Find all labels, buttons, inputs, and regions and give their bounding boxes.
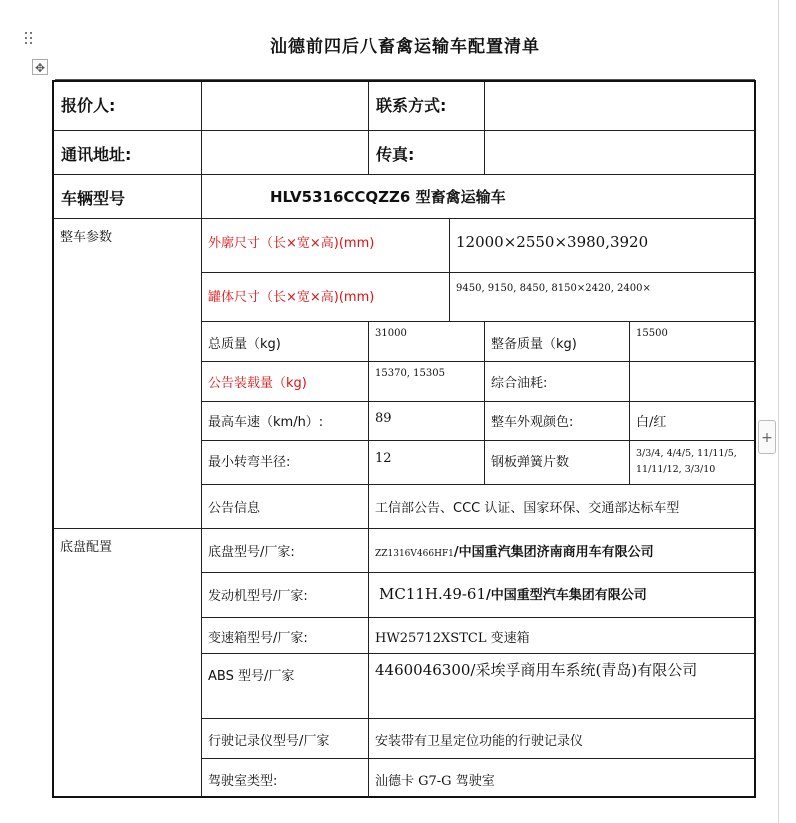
curb-mass-label: 整备质量（kg) [485,322,630,362]
gearbox-label: 变速箱型号/厂家: [202,618,369,654]
tank-dim-label: 罐体尺寸（长×宽×高)(mm) [202,273,450,322]
engine-maker: /中国重型汽车集团有限公司 [486,588,647,603]
document-title: 汕德前四后八畜禽运输车配置清单 [270,37,540,57]
notice-value: 工信部公告、CCC 认证、国家环保、交通部达标车型 [369,485,754,529]
payload-label: 公告装载量（kg) [202,362,369,402]
address-value[interactable] [202,131,369,175]
chassis-section-label: 底盘配置 [54,529,202,798]
fuel-value [630,362,754,402]
model-value: HLV5316CCQZZ6 型畜禽运输车 [202,175,754,219]
gearbox-value: HW25712XSTCL 变速箱 [369,618,754,654]
table-move-icon[interactable]: ✥ [32,59,48,75]
abs-value: 4460046300/采埃孚商用车系统(青岛)有限公司 [369,654,754,719]
fax-value[interactable] [485,131,754,175]
fuel-label: 综合油耗: [485,362,630,402]
curb-mass-value: 15500 [630,322,754,362]
color-label: 整车外观颜色: [485,402,630,441]
quoter-value[interactable] [202,82,369,131]
spring-value: 3/3/4, 4/4/5, 11/11/5, 11/11/12, 3/3/10 [630,441,754,485]
contact-label: 联系方式: [369,82,485,131]
page-edge [778,0,779,823]
engine-label: 发动机型号/厂家: [202,573,369,618]
outer-dim-value: 12000×2550×3980,3920 [450,219,754,273]
total-mass-label: 总质量（kg) [202,322,369,362]
cab-value: 汕德卡 G7-G 驾驶室 [375,774,495,789]
chassis-maker: /中国重汽集团济南商用车有限公司 [453,545,654,560]
speed-value: 89 [369,402,485,441]
chassis-model-label: 底盘型号/厂家: [202,529,369,573]
contact-value[interactable] [485,82,754,131]
cab-label: 驾驶室类型: [202,759,369,798]
recorder-label: 行驶记录仪型号/厂家 [202,719,369,759]
chassis-model-value [369,529,754,573]
spring-label: 钢板弹簧片数 [485,441,630,485]
config-table [52,80,756,798]
address-label: 通讯地址: [54,131,202,175]
outer-dim-label: 外廓尺寸（长×宽×高)(mm) [202,219,450,273]
fax-label: 传真: [369,131,485,175]
add-column-button[interactable]: + [758,420,776,454]
notice-label: 公告信息 [202,485,369,529]
speed-label: 最高车速（km/h）: [202,402,369,441]
drag-handle-icon[interactable] [25,32,37,48]
payload-value: 15370, 15305 [369,362,485,402]
recorder-value: 安装带有卫星定位功能的行驶记录仪 [369,719,754,759]
abs-label: ABS 型号/厂家 [202,654,369,719]
model-label: 车辆型号 [54,175,202,219]
color-value: 白/红 [630,402,754,441]
radius-value: 12 [369,441,485,485]
quoter-label: 报价人: [54,82,202,131]
total-mass-value: 31000 [369,322,485,362]
engine-value [369,573,754,618]
radius-label: 最小转弯半径: [202,441,369,485]
chassis-code: ZZ1316V466HF1 [375,549,454,559]
engine-code: MC11H.49-61 [379,585,487,603]
vehicle-section-label: 整车参数 [54,219,202,529]
tank-dim-value: 9450, 9150, 8450, 8150×2420, 2400× [450,273,754,322]
